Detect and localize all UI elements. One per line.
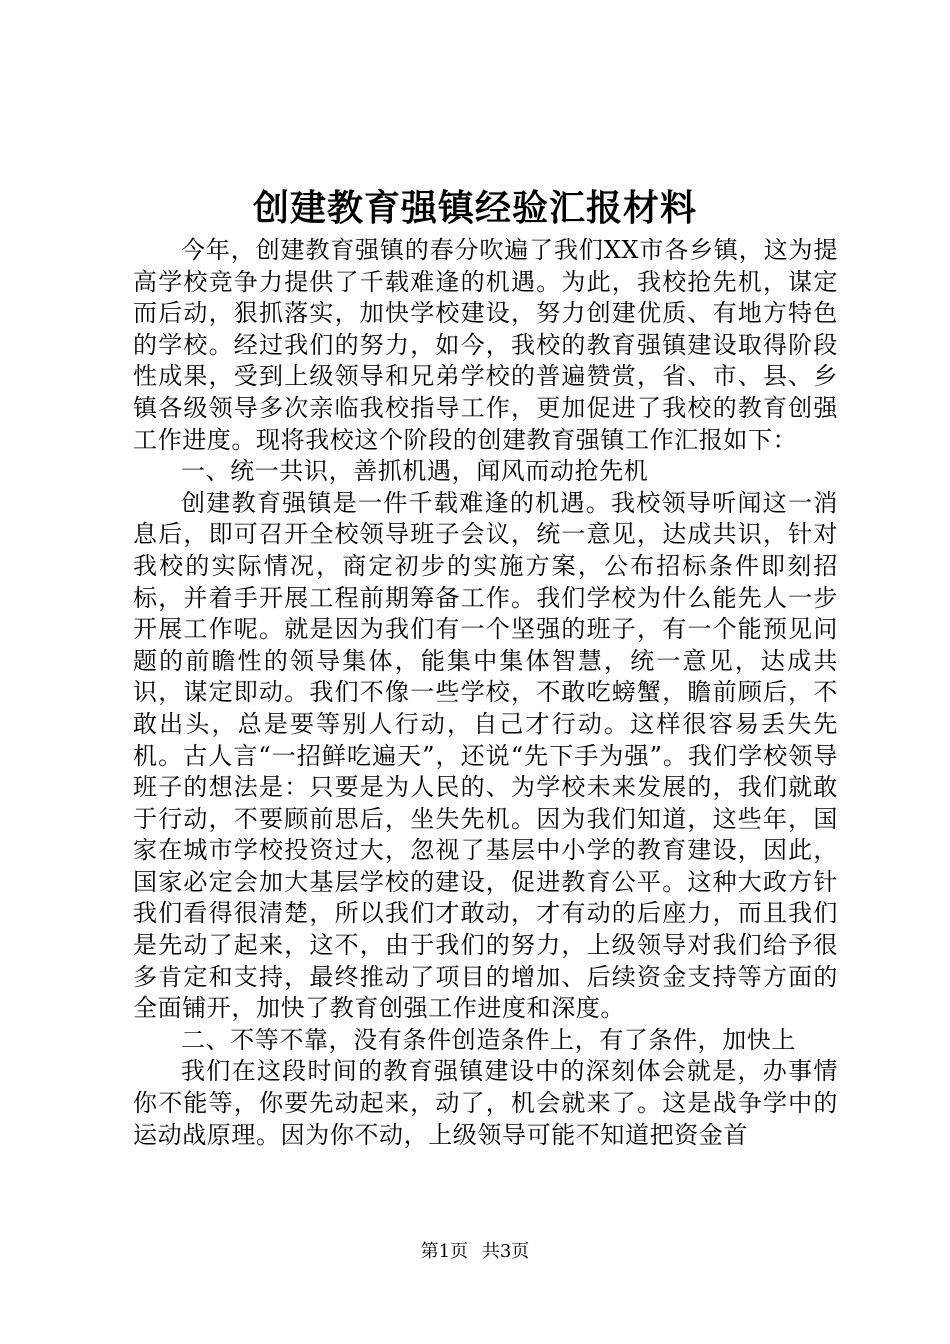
body-paragraph-intro: 今年，创建教育强镇的春分吹遍了我们XX市各乡镇，这为提高学校竞争力提供了千载难逢的机遇。为此，我校抢先机，谋定而后动，狠抓落实，加快学校建设，努力创建优质、有地方特色的学校。经过我们的努力，如今，我校的教育强镇建设取得阶段性成果，受到上级领导和兄弟学校的普遍赞赏，省、市、县、乡镇各级领导多次亲临我校指导工作，更加促进了我校的教育创强工作进度。现将我校这个阶段的创建教育强镇工作汇报如下：: [133, 236, 838, 454]
page-number-current: 第1页: [420, 1241, 469, 1262]
page-number-total: 共3页: [481, 1241, 530, 1262]
section-heading-2: 二、不等不靠，没有条件创造条件上，有了条件，加快上: [181, 1025, 796, 1054]
body-paragraph-section-1: 创建教育强镇是一件千载难逢的机遇。我校领导听闻这一消息后，即可召开全校领导班子会议，统一意见，达成共识，针对我校的实际情况，商定初步的实施方案，公布招标条件即刻招标，并着手开展工程前期筹备工作。我们学校为什么能先人一步开展工作呢。就是因为我们有一个坚强的班子，有一个能预见问题的前瞻性的领导集体，能集中集体智慧，统一意见，达成共识，谋定即动。我们不像一些学校，不敢吃螃蟹，瞻前顾后，不敢出头，总是要等别人行动，自己才行动。这样很容易丢失先机。古人言“一招鲜吃遍天”，还说“先下手为强”。我们学校领导班子的想法是：只要是为人民的、为学校未来发展的，我们就敢于行动，不要顾前思后，坐失先机。因为我们知道，这些年，国家在城市学校投资过大，忽视了基层中小学的教育建设，因此，国家必定会加大基层学校的建设，促进教育公平。这种大政方针我们看得很清楚，所以我们才敢动，才有动的后座力，而且我们是先动了起来，这不，由于我们的努力，上级领导对我们给予很多肯定和支持，最终推动了项目的增加、后续资金支持等方面的全面铺开，加快了教育创强工作进度和深度。: [133, 488, 838, 1023]
section-heading-1: 一、统一共识，善抓机遇，闻风而动抢先机: [181, 457, 649, 486]
body-paragraph-section-2: 我们在这段时间的教育强镇建设中的深刻体会就是，办事情你不能等，你要先动起来，动了，机会就来了。这是战争学中的运动战原理。因为你不动，上级领导可能不知道把资金首: [133, 1057, 838, 1149]
document-body: [133, 235, 838, 1151]
document-title: 创建教育强镇经验汇报材料: [252, 187, 697, 229]
page-footer: [0, 1240, 950, 1264]
